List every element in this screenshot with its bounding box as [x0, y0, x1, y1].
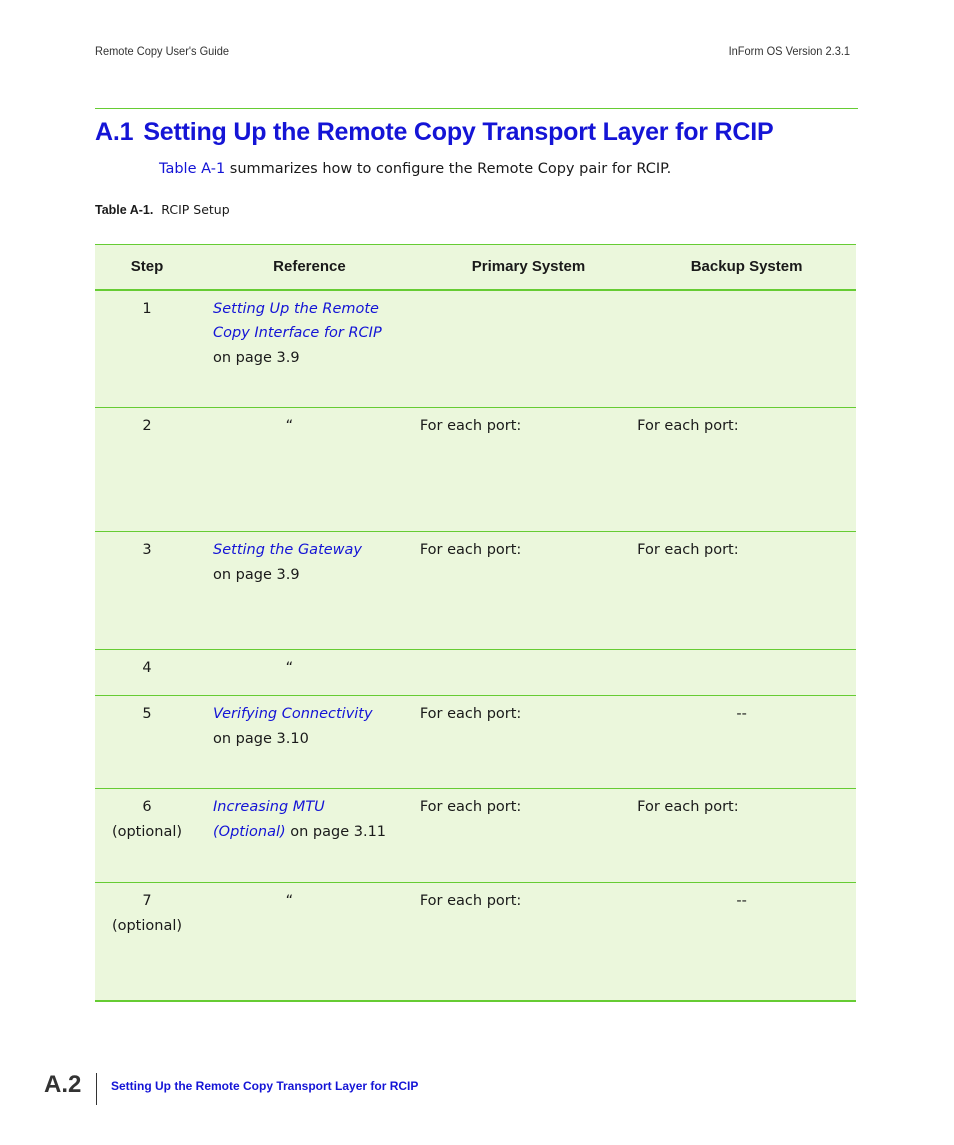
table-row: [95, 789, 856, 883]
primary-cell: [420, 650, 637, 696]
reference-page: on page 3.11: [290, 823, 387, 840]
step-cell: [95, 650, 199, 696]
reference-link[interactable]: Setting the Gateway: [213, 542, 363, 558]
backup-cell: For each port:: [637, 799, 739, 815]
header-rule: [95, 108, 858, 109]
reference-ditto: “: [285, 893, 294, 909]
caption-text: RCIP Setup: [161, 202, 230, 217]
step-cell: [95, 883, 199, 1001]
table-row: [95, 696, 856, 789]
reference-cell: [199, 532, 420, 650]
reference-ditto: “: [285, 418, 294, 434]
step-number: 3: [142, 542, 152, 558]
step-cell: [95, 789, 199, 883]
step-optional: (optional): [111, 917, 183, 934]
col-header-primary: Primary System: [471, 257, 586, 275]
intro-text: summarizes how to configure the Remote Copy pair for RCIP.: [225, 161, 672, 177]
intro-paragraph: [159, 161, 671, 177]
table-row: [95, 408, 856, 532]
step-number: 5: [142, 706, 152, 722]
footer-divider: [96, 1073, 97, 1105]
col-header-step: Step: [130, 257, 164, 275]
step-cell: [95, 290, 199, 408]
backup-cell: [637, 650, 856, 696]
step-cell: [95, 532, 199, 650]
col-header-reference: Reference: [273, 257, 346, 275]
col-header-backup: Backup System: [690, 257, 803, 275]
footer-section-title: Setting Up the Remote Copy Transport Layer for RCIP: [111, 1079, 419, 1093]
reference-page: on page 3.10: [213, 730, 309, 747]
table-row: [95, 650, 856, 696]
primary-cell: For each port:: [419, 542, 522, 558]
backup-cell: --: [736, 893, 747, 909]
reference-link[interactable]: Setting Up the Remote Copy Interface for RCIP: [213, 300, 382, 341]
step-number: 4: [142, 660, 152, 676]
backup-cell: For each port:: [637, 418, 739, 434]
primary-cell: [420, 290, 637, 408]
table-row: [95, 290, 856, 408]
running-header-left: Remote Copy User's Guide: [95, 44, 230, 58]
reference-ditto: “: [285, 660, 294, 676]
table-row: [95, 883, 856, 1001]
table-a1-link[interactable]: Table A-1: [159, 161, 226, 177]
backup-cell: For each port:: [637, 542, 739, 558]
reference-cell: [199, 290, 420, 408]
section-title: Setting Up the Remote Copy Transport Layer for RCIP: [143, 118, 774, 146]
step-number: 7: [142, 893, 152, 909]
backup-cell: --: [736, 706, 747, 722]
reference-cell: [199, 789, 420, 883]
section-heading: [95, 118, 773, 147]
section-number: A.1: [95, 118, 134, 146]
step-optional: (optional): [111, 823, 183, 840]
primary-cell: For each port:: [419, 799, 522, 815]
reference-page: on page 3.9: [213, 349, 300, 366]
rcip-setup-table: [95, 244, 856, 1002]
primary-cell: For each port:: [419, 418, 522, 434]
primary-cell: For each port:: [419, 706, 522, 722]
step-number: 6: [142, 799, 152, 815]
step-number: 1: [142, 300, 152, 317]
table-row: [95, 532, 856, 650]
reference-page: on page 3.9: [213, 566, 300, 583]
step-number: 2: [142, 418, 152, 434]
reference-link[interactable]: Increasing MTU (Optional): [213, 799, 325, 840]
running-header-right: InForm OS Version 2.3.1: [728, 44, 850, 58]
caption-label: Table A-1.: [95, 203, 154, 217]
backup-cell: [637, 290, 856, 408]
primary-cell: For each port:: [419, 893, 522, 909]
reference-link[interactable]: Verifying Connectivity: [213, 706, 373, 722]
step-cell: [95, 696, 199, 789]
footer-page-number: A.2: [44, 1071, 82, 1098]
table-caption: [95, 202, 230, 217]
reference-cell: [199, 696, 420, 789]
table-header-row: [95, 245, 856, 290]
step-cell: [95, 408, 199, 532]
